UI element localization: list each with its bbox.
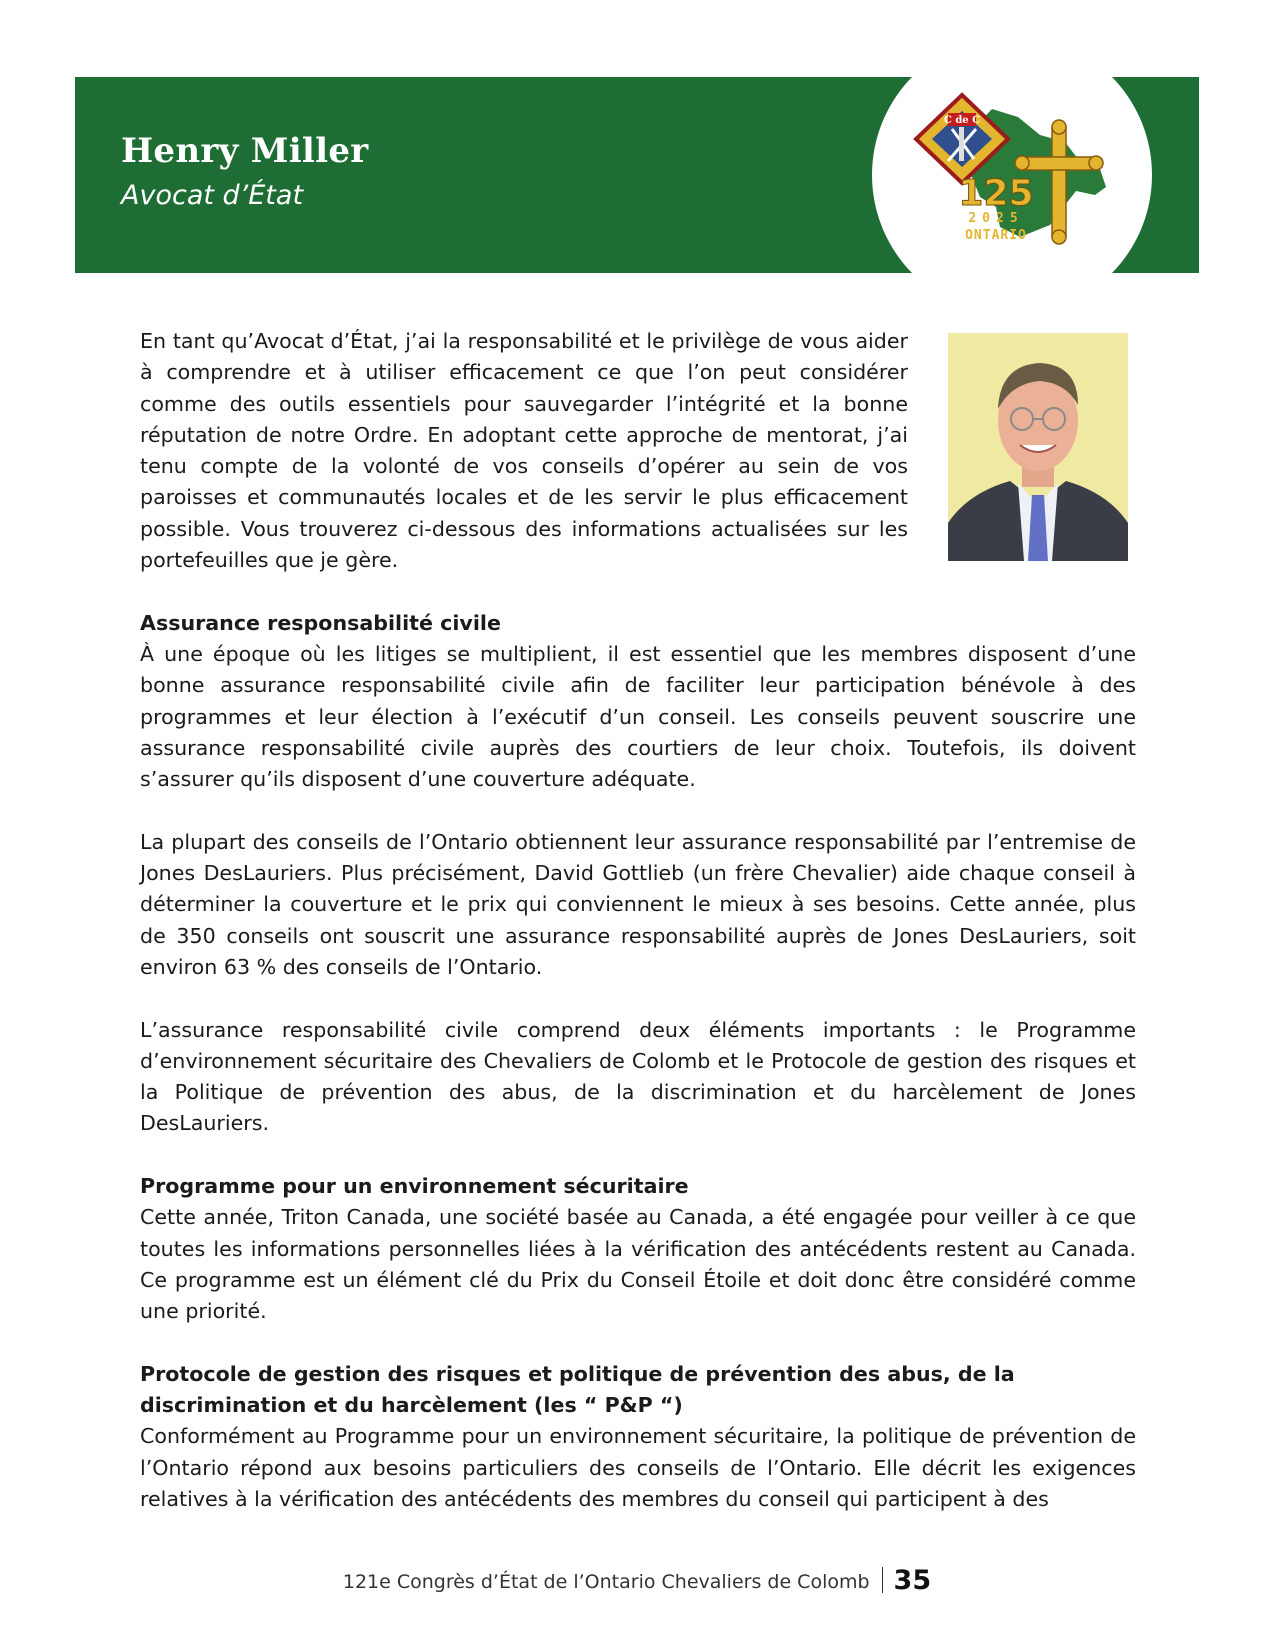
paragraph: Cette année, Triton Canada, une société basée au Canada, a été engagée pour veiller à ce que toutes les informations personnelles liées à la vérification des antécédents restent au Canada. Ce programme est un élément clé du Prix du Conseil Étoile et doit donc être considéré comme une priorité. bbox=[140, 1205, 1136, 1324]
logo-region: ONTARIO bbox=[965, 228, 1027, 243]
intro-paragraph: En tant qu’Avocat d’État, j’ai la responsabilité et le privilège de vous aider à comprendre et à utiliser efficacement ce que l’on peut considérer comme des outils essentiels pour sauvegarder l’intégrité et la bonne réputation de notre Ordre. En adoptant cette approche de mentorat, j’ai tenu compte de la volonté de vos conseils d’opérer au sein de vos paroisses et communautés locales et de les servir le plus efficacement possible. Vous trouverez ci-dessous des informations actualisées sur les portefeuilles que je gère. bbox=[140, 329, 908, 573]
person-name: Henry Miller bbox=[121, 131, 369, 171]
section-heading-liability-insurance: Assurance responsabilité civile bbox=[140, 610, 501, 635]
article-body bbox=[140, 326, 1136, 1547]
page-footer bbox=[0, 1565, 1274, 1596]
anniversary-number: 125 bbox=[958, 173, 1034, 214]
section-heading-safe-environment: Programme pour un environnement sécuritaire bbox=[140, 1174, 689, 1199]
paragraph: L’assurance responsabilité civile comprend deux éléments importants : le Programme d’environnement sécuritaire des Chevaliers de Colomb et le Protocole de gestion des risques et la Politique de prévention des abus, de la discrimination et du harcèlement de Jones DesLauriers. bbox=[140, 1017, 1136, 1136]
section-heading-risk-protocol: Protocole de gestion des risques et politique de prévention des abus, de la discrimination et du harcèlement (les “ P&P “) bbox=[140, 1361, 1015, 1418]
paragraph: Conformément au Programme pour un environnement sécuritaire, la politique de prévention de l’Ontario répond aux besoins particuliers des conseils de l’Ontario. Elle décrit les exigences relatives à la vérification des antécédents des membres du conseil qui participent à des bbox=[140, 1424, 1136, 1511]
footer-divider bbox=[882, 1567, 883, 1593]
footer-text: 121e Congrès d’État de l’Ontario Chevaliers de Colomb bbox=[342, 1571, 870, 1593]
emblem-text: C de C bbox=[943, 115, 981, 126]
kofc-125-ontario-logo bbox=[900, 87, 1110, 257]
page-number: 35 bbox=[893, 1565, 932, 1596]
header-banner bbox=[75, 77, 1199, 273]
logo-year: 2025 bbox=[968, 211, 1024, 226]
paragraph: La plupart des conseils de l’Ontario obtiennent leur assurance responsabilité par l’entremise de Jones DesLauriers. Plus précisément, David Gottlieb (un frère Chevalier) aide chaque conseil à déterminer la couverture et le prix qui conviennent le mieux à ses besoins. Cette année, plus de 350 conseils ont souscrit une assurance responsabilité auprès de Jones DesLauriers, soit environ 63 % des conseils de l’Ontario. bbox=[140, 829, 1136, 979]
paragraph: À une époque où les litiges se multiplient, il est essentiel que les membres disposent d’une bonne assurance responsabilité civile afin de faciliter leur participation bénévole à des programmes et leur élection à l’exécutif d’un conseil. Les conseils peuvent souscrire une assurance responsabilité civile auprès des courtiers de leur choix. Toutefois, ils doivent s’assurer qu’ils disposent d’une couverture adéquate. bbox=[140, 641, 1136, 792]
person-role: Avocat d’État bbox=[121, 180, 304, 211]
